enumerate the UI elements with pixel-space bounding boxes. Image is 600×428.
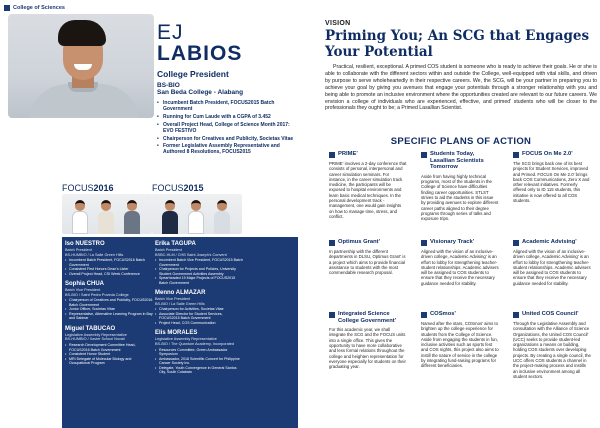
plan-text: Named after the stars, COSmos' aims to brighten up the college experience for students from the College of Science. Aside from engaging the students in fun, inclusive activities such as sports fest and COS nights, this project also aims to instill the nature of service in the college by integrating fund-raising programs for different beneficiaries. — [421, 321, 499, 369]
square-bullet-icon — [513, 312, 519, 318]
candidate-portrait — [8, 14, 154, 118]
square-bullet-icon — [329, 312, 335, 318]
plan-title: Students Today, Lasallian Scientists Tomorrow — [430, 151, 484, 171]
officer-program: BS-BIO / Saint Pedro Poveda College — [65, 292, 129, 297]
achievement-item: • Overall Project Head, College of Science Month 2017: EVO FESTIVO — [157, 122, 295, 134]
officer-program: BS-BIO / The Quantum Academy, Incorporated — [155, 341, 234, 346]
candidate-first-name: EJ — [157, 21, 184, 44]
plan-text: The SCG brings back one of its best projects for Student Services, improved and Primed. FOCUS On Me 2.0' brings back COS Communications, Zero X and other relevant initiatives. Formerly offered only to ID 115 students, this initiative is now offered to all COS students. — [513, 161, 590, 204]
officer-card — [155, 330, 243, 374]
candidate-last-name: LABIOS — [157, 42, 243, 65]
officer-achievement: • Chairperson for Projects and Policies, University Student Government Activities Assembly — [155, 267, 243, 276]
plan-title: Visionary Track' — [430, 239, 475, 245]
plans-title: SPECIFIC PLANS OF ACTION — [390, 136, 532, 147]
officer-achievements — [65, 258, 153, 276]
officer-achievement: • Spearheaded 19 Major Projects of FOCUS2015 Batch Government — [155, 276, 243, 285]
officer-role: Batch Vice President — [155, 297, 191, 302]
square-bullet-icon — [421, 240, 427, 246]
officer-achievement: • Chairperson of Creatives and Publicity, FOCUS2016 Batch Government — [65, 298, 153, 307]
officer-achievement: • Chairperson for Activities, Societas Vitae — [155, 307, 243, 312]
candidate-role: College President — [157, 69, 229, 79]
officer-role: Batch President — [65, 248, 92, 252]
plan-text: Aligned with the vision of an inclusive-driven college, Academic Advising' is an effort to lobby for strengthening teacher-student relationships. Academic advisers will be assigned to COS students to ensure that they receive the necessary guidance needed for stability. — [513, 249, 591, 286]
plan-card — [417, 151, 499, 221]
focus2015-team-photo — [152, 194, 242, 234]
officer-achievement: • Consistent Honor Student — [65, 352, 153, 357]
plan-card — [509, 311, 591, 379]
plan-card — [417, 239, 499, 286]
officer-name: Menno ALMAZAR — [155, 290, 206, 297]
officer-achievements — [155, 307, 243, 325]
officer-card — [65, 241, 153, 276]
officer-achievements — [65, 298, 153, 321]
plan-title: PRIME' — [338, 151, 358, 157]
officer-name: Miguel TABUCAO — [65, 325, 116, 332]
officer-name: Iso NUESTRO — [65, 241, 105, 247]
officer-card — [155, 241, 243, 285]
officer-name: Elis MORALES — [155, 330, 198, 337]
square-bullet-icon — [513, 240, 519, 246]
plan-title: Optimus Grant' — [338, 239, 380, 245]
officer-achievements — [155, 258, 243, 285]
achievement-item: • Incumbent Batch President, FOCUS2015 Batch Government — [157, 100, 295, 112]
achievements-list — [157, 100, 295, 157]
candidate-program: BS-BIO — [157, 82, 180, 89]
officer-role: Legislative Assembly Representative — [65, 332, 127, 337]
officer-achievement: • Delegate, Youth Convergence in General Santos City, South Cotabato — [155, 366, 243, 375]
officer-achievement: • Junior Officer, Societas Vitae — [65, 307, 153, 312]
officer-achievement: • Ambassador, 2018 Scientific Concert for Philippine Cancer Society Inc. — [155, 357, 243, 366]
plan-card — [325, 151, 407, 219]
officer-program: BS-BIO / La Salle Green Hills — [155, 301, 205, 306]
officer-program: BSBC-HLM / CHB Saint Joseph's Convent — [155, 252, 227, 257]
officer-card — [155, 290, 243, 325]
plan-card — [325, 239, 407, 275]
plan-title: United COS Council' — [522, 311, 579, 317]
officer-achievement: • Research Development Committee Head, FOCUS2016 Batch Government — [65, 343, 153, 352]
focus2015-title: FOCUS2015 — [152, 183, 204, 193]
plan-card — [509, 239, 591, 286]
right-page — [305, 0, 600, 428]
officer-achievement: • Incumbent Batch President, FOCUS2016 Batch Government — [65, 258, 153, 267]
achievement-item: • Chairperson for Creatives and Publicity, Societas Vitae — [157, 136, 295, 142]
vision-headline: Priming You; An SCG that Engages Your Potential — [325, 28, 590, 60]
square-bullet-icon — [421, 312, 427, 318]
square-bullet-icon — [513, 152, 519, 158]
officer-achievements — [155, 348, 243, 375]
plan-card — [417, 311, 499, 369]
plan-card — [325, 311, 407, 370]
officer-role: Batch Vice President — [65, 288, 101, 293]
officer-achievement: • Overall Project Head, CSI Week Conference — [65, 272, 153, 277]
officer-achievement: • MRI Delegate of Molecular Biology and Occupational Program — [65, 357, 153, 366]
officer-achievement: • Associate Director for Student Services, FOCUS2015 Batch Government — [155, 312, 243, 321]
plan-title: COSmos' — [430, 311, 456, 317]
officer-achievement: • Project Head, COS Communication — [155, 321, 243, 326]
achievement-item: • Former Legislative Assembly Representative and Authored 8 Resolutions, FOCUS2015 — [157, 143, 295, 155]
plan-card — [509, 151, 591, 203]
vision-paragraph: Practical, resilient, exceptional. A primed COS student is someone who is ready to achieve their goals. He or she is able to collaborate with the different sectors within and outside the College, well-equipped with vital skills, and driven by purpose to serve wholeheartedly in their respective careers. We, the SCG, will be your partner in preparing you to achieve your goal by giving you avenues that engage your potentials through a stronger relationship with you and being able to promote an inclusive environment where the opportunities created are relevant to our future careers. We envision a college of individuals who are experienced, effective, and primed' students who will be closer to the professionals they ought to be; a Primed Lasallian Scientist. — [325, 64, 597, 112]
officer-name: Sophia CHUA — [65, 281, 104, 288]
officer-achievement: • Consistent First Honors Dean's Lister — [65, 267, 153, 272]
focus2016-officers — [65, 241, 153, 371]
officer-program: BS-HUMBIO / Xavier School Nuvali — [65, 337, 125, 342]
plan-text: Through the Legislative Assembly and consultation with the Alliance of Science Organizations, the United COS Council' (UCC) seeks to provide student-led organizations a means on building, holding COS students over developing projects. By creating a single council, the UCC offers COS students a channel in the project-making process and instills an inclusive environment among all student sectors. — [513, 321, 591, 379]
section-tag-label: College of Sciences — [13, 4, 65, 11]
officer-name: Erika TAGUPA — [155, 241, 196, 247]
officer-achievement: • Representative, Alternative Learning Program in Bay and Sabinar — [65, 312, 153, 321]
officer-card — [65, 326, 153, 366]
officer-achievements — [65, 343, 153, 366]
officer-role: Legislative Assembly Representative — [155, 337, 217, 342]
officer-card — [65, 281, 153, 321]
plan-title: Academic Advising' — [522, 239, 577, 245]
plan-text: Aside from having highly technical programs, most of the students in the College of Science have difficulties finding career opportunities. STLST strives to aid the students in this issue by providing avenues to explore different career paths aligned to their degree programs through series of talks and exposure trips. — [421, 173, 499, 222]
plan-title: Integrated Science College Government' — [338, 311, 397, 324]
focus2016-team-photo — [62, 194, 152, 234]
plan-text: For this academic year, we shall integrate the SCG and the FOCUS units into a single office. This gives the opportunity to have more collaborative and less formal relations throughout the college and heighten representation for everyone especially for students on their graduating year. — [329, 327, 406, 370]
left-page — [0, 0, 298, 428]
candidate-school: San Beda College - Alabang — [157, 89, 244, 96]
officer-achievement: • Resources Committee, Green Ambassador Symposium — [155, 348, 243, 357]
plan-text: Aligned with the vision of an inclusive-driven college, Academic Advising' is an effort to lobby for strengthening teacher-student relationships. Academic advisers will be assigned to COS students to ensure that they receive the necessary guidance needed for stability. — [421, 249, 499, 286]
officer-achievement: • Incumbent Batch Vice President, FOCUS2015 Batch Government — [155, 258, 243, 267]
officer-program: BS-HUMBIO / La Salle Green Hills — [65, 252, 124, 257]
focus2016-title: FOCUS2016 — [62, 183, 114, 193]
achievement-item: • Running for Cum Laude with a CGPA of 3.452 — [157, 114, 295, 120]
plan-text: In partnership with the different departments in DLSU, Optimus Grant' is a project which aims to provide financial assistance to students with the most commendable research proposal. — [329, 249, 406, 276]
plan-text: PRIME' involves a 2-day conference that consists of personal, interpersonal and career simulation seminars. For instance, in the career simulation track medicine, the participants will be exposed to hospital environments and learn basic medical techniques. In the personal development track - management, one would gain insights on how to manage time, stress, and conflict. — [329, 161, 407, 219]
focus2015-officers — [155, 241, 243, 380]
section-tag — [4, 3, 65, 12]
square-bullet-icon — [4, 5, 10, 11]
officer-role: Batch President — [155, 248, 182, 252]
vision-label: VISION — [325, 20, 351, 27]
plan-title: FOCUS On Me 2.0' — [522, 151, 573, 157]
candidate-name-block — [157, 22, 295, 96]
square-bullet-icon — [421, 152, 427, 158]
square-bullet-icon — [329, 152, 335, 158]
square-bullet-icon — [329, 240, 335, 246]
